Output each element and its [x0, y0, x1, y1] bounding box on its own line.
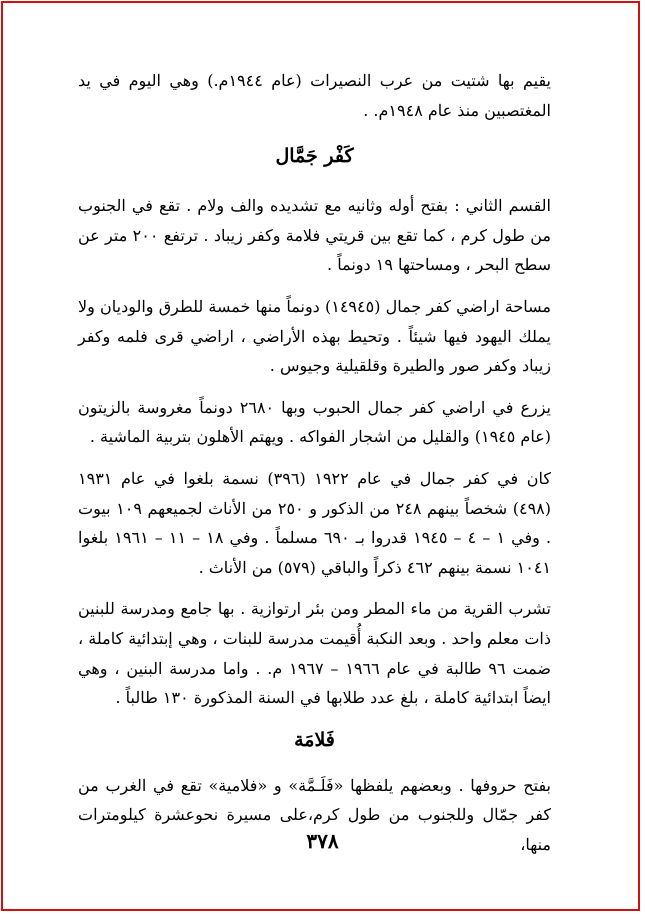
section-heading-falama: فَلامَة: [294, 728, 335, 751]
paragraph-location: القسم الثاني : بفتح أوله وثانيه مع تشديده والف ولام . تقع في الجنوب من طول كرم ، كما تقع بين قريتي فلامة وكفر زيباد . ترتفع ٢٠٠ متر عن سطح البحر ، ومساحتها ١٩ دونماً .: [78, 196, 552, 275]
page-number: ٣٧٨: [306, 829, 339, 853]
section-heading-kafr-jammal: كَفْر جَمَّال: [275, 145, 354, 168]
paragraph-population: كان في كفر جمال في عام ١٩٢٢ (٣٩٦) نسمة بلغوا في عام ١٩٣١ (٤٩٨) شخصاً بينهم ٢٤٨ من الذكور و ٢٥٠ من الأناث لجميعهم ١٠٩ بيوت . وفي ١ – ٤ – ١٩٤٥ قدروا بـ ٦٩٠ مسلماً . وفي ١٨ – ١١ – ١٩٦١ بلغوا ١٠٤١ نسمة بينهم ٤٦٢ ذكراً والباقي (٥٧٩) من الأناث .: [78, 468, 552, 577]
intro-paragraph: يقيم بها شتيت من عرب النصيرات (عام ١٩٤٤م.) وهي اليوم في يد المغتصبين منذ عام ١٩٤٨م. .: [78, 71, 552, 120]
page-body: [78, 66, 551, 871]
paragraph-water-schools: تشرب القرية من ماء المطر ومن بئر ارتوازية . بها جامع ومدرسة للبنين ذات معلم واحد . وبعد النكبة أُقيمت مدرسة للبنات ، وهي إبتدائية كاملة ، ضمت ٩٦ طالبة في عام ١٩٦٦ – ١٩٦٧ م. . واما مدرسة البنين ، وهي ايضاً ابتدائية كاملة ، بلغ عدد طلابها في السنة المذكورة ١٣٠ طالباً .: [78, 599, 552, 708]
paragraph-land-area: مساحة اراضي كفر جمال (١٤٩٤٥) دونماً منها خمسة للطرق والوديان ولا يملك اليهود فيها شيئاً . وتحيط بهذه الأراضي ، اراضي قرى فلمه وكفر زيباد وكفر صور والطيرة وقلقيلية وجيوس .: [78, 296, 551, 376]
paragraph-falama-intro: بفتح حروفها . وبعضهم يلفظها «فَلَـمَّة» و «فلامية» تقع في الغرب من كفر جمّال وللجنوب من طول كرم،على مسيرة نحوعشرة كيلومترات منها،: [78, 775, 551, 854]
paragraph-agriculture: يزرع في اراضي كفر جمال الحبوب وبها ٢٦٨٠ دونماً مغروسة بالزيتون (عام ١٩٤٥) والقليل من اشجار الفواكه . ويهتم الأهلون بتربية الماشية .: [78, 397, 551, 447]
